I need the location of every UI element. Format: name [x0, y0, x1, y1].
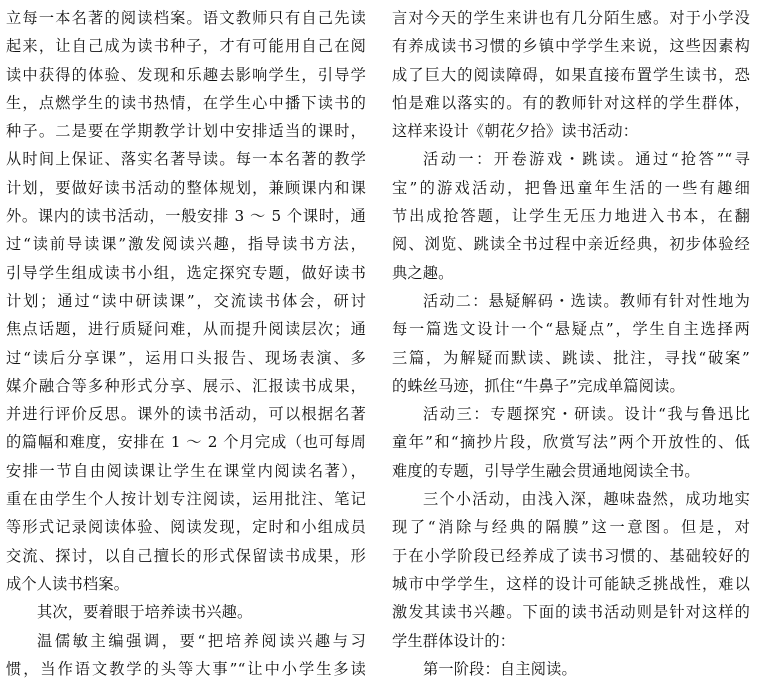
- text-line: 童年”和“摘抄片段，欣赏写法”两个开放性的、低: [392, 433, 750, 452]
- paragraph-start-line: 其次，要着眼于培养读书兴趣。: [37, 603, 253, 622]
- text-line: 惯，当作语文教学的头等大事”“让中小学生多读: [6, 659, 366, 678]
- text-line: 重在由学生个人按计划专注阅读，运用批注、笔记: [6, 490, 366, 509]
- text-line: 外。课内的读书活动，一般安排 3 ～ 5 个课时，通: [6, 207, 366, 226]
- text-line: 怕是难以落实的。有的教师针对这样的学生群体，: [392, 93, 750, 112]
- text-line: 的篇幅和难度，安排在 1 ～ 2 个月完成（也可每周: [6, 433, 366, 452]
- text-line: 过“读后分享课”，运用口头报告、现场表演、多: [6, 348, 366, 367]
- right-column: [392, 4, 750, 683]
- text-line: 生，点燃学生的读书热情，在学生心中播下读书的: [6, 93, 366, 112]
- text-line: 成了巨大的阅读障碍，如果直接布置学生读书，恐: [392, 65, 750, 84]
- text-line: 成个人读书档案。: [6, 574, 130, 593]
- text-line: 立每一本名著的阅读档案。语文教师只有自己先读: [6, 9, 366, 27]
- text-line: 宝”的游戏活动，把鲁迅童年生活的一些有趣细: [392, 178, 750, 197]
- text-line: 引导学生组成读书小组，选定探究专题，做好读书: [6, 263, 366, 282]
- text-line: 难度的专题，引导学生融会贯通地阅读全书。: [392, 461, 700, 480]
- paragraph-start-line: 活动二：悬疑解码・选读。教师有针对性地为: [423, 291, 750, 310]
- text-line: 学生群体设计的：: [392, 631, 516, 650]
- text-line: 典之趣。: [392, 263, 454, 282]
- text-line: 等形式记录阅读体验、阅读发现，定时和小组成员: [6, 518, 366, 537]
- text-line: 从时间上保证、落实名著导读。每一本名著的教学: [6, 150, 366, 169]
- text-line: 焦点话题，进行质疑问难，从而提升阅读层次；通: [6, 320, 366, 339]
- text-line: 并进行评价反思。课外的读书活动，可以根据名著: [6, 405, 366, 424]
- paragraph-start-line: 第一阶段：自主阅读。: [423, 659, 577, 678]
- paragraph-start-line: 温儒敏主编强调，要“把培养阅读兴趣与习: [37, 631, 366, 650]
- text-line: 种子。二是要在学期教学计划中安排适当的课时，: [6, 122, 366, 141]
- paragraph-start-line: 三个小活动，由浅入深，趣味盎然，成功地实: [423, 490, 750, 509]
- text-line: 这样来设计《朝花夕拾》读书活动：: [392, 122, 639, 141]
- text-line: 于在小学阶段已经养成了读书习惯的、基础较好的: [392, 546, 750, 565]
- text-line: 现了“消除与经典的隔膜”这一意图。但是，对: [392, 518, 750, 537]
- text-line: 媒介融合等多种形式分享、展示、汇报读书成果，: [6, 376, 366, 395]
- text-line: 交流、探讨，以自己擅长的形式保留读书成果，形: [6, 546, 366, 565]
- text-line: 节出成抢答题，让学生无压力地进入书本，在翻: [392, 207, 750, 226]
- text-line: 激发其读书兴趣。下面的读书活动则是针对这样的: [392, 603, 750, 622]
- text-line: 三篇，为解疑而默读、跳读、批注，寻找“破案”: [392, 348, 750, 367]
- text-line: 有养成读书习惯的乡镇中学学生来说，这些因素构: [392, 37, 750, 56]
- paragraph-start-line: 活动三：专题探究・研读。设计“我与鲁迅比: [423, 405, 750, 424]
- text-line: 读中获得的体验、发现和乐趣去影响学生，引导学: [6, 65, 366, 84]
- text-line: 起来，让自己成为读书种子，才有可能用自己在阅: [6, 37, 366, 56]
- left-column: [6, 4, 366, 683]
- text-line: 城市中学学生，这样的设计可能缺乏挑战性，难以: [392, 574, 750, 593]
- text-line: 的蛛丝马迹，抓住“牛鼻子”完成单篇阅读。: [392, 376, 685, 395]
- text-line: 计划，要做好读书活动的整体规划，兼顾课内和课: [6, 178, 366, 197]
- text-line: 阅、浏览、跳读全书过程中亲近经典，初步体验经: [392, 235, 750, 254]
- paragraph-start-line: 活动一：开卷游戏・跳读。通过“抢答”“寻: [423, 150, 750, 169]
- text-line: 计划；通过“读中研读课”，交流读书体会，研讨: [6, 291, 366, 310]
- text-line: 安排一节自由阅读课让学生在课堂内阅读名著），: [6, 461, 366, 480]
- text-line: 每一篇选文设计一个“悬疑点”，学生自主选择两: [392, 320, 750, 339]
- text-line: 言对今天的学生来讲也有几分陌生感。对于小学没: [392, 9, 750, 27]
- text-line: 过“读前导读课”激发阅读兴趣，指导读书方法，: [6, 235, 366, 254]
